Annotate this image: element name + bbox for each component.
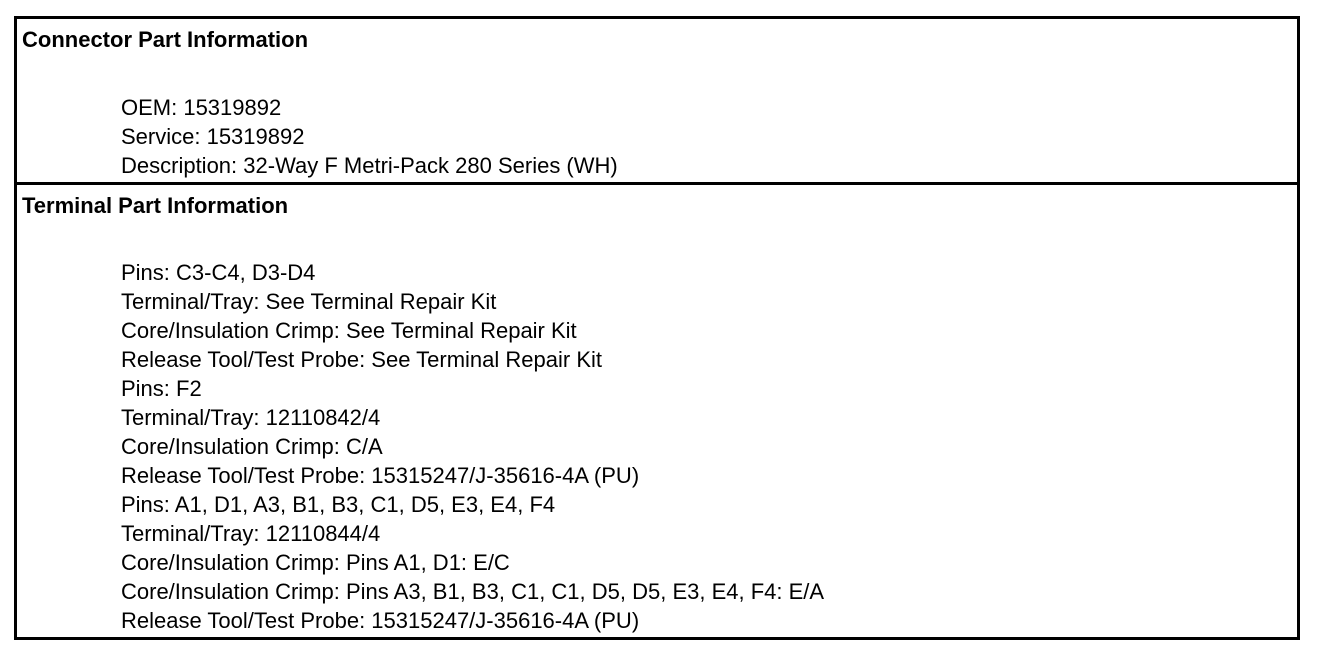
terminal-info-line: Core/Insulation Crimp: Pins A3, B1, B3, C1, C1, D5, D5, E3, E4, F4: E/A — [121, 579, 825, 604]
terminal-info-line: Release Tool/Test Probe: 15315247/J-35616-4A (PU) — [121, 608, 640, 633]
terminal-info-line: Pins: A1, D1, A3, B1, B3, C1, D5, E3, E4, F4 — [121, 492, 556, 517]
connector-info-description: Description: 32-Way F Metri-Pack 280 Series (WH) — [121, 153, 618, 178]
terminal-info-line: Release Tool/Test Probe: See Terminal Repair Kit — [121, 347, 602, 372]
connector-section-title: Connector Part Information — [22, 27, 309, 52]
terminal-info-list — [121, 258, 824, 635]
terminal-section-title: Terminal Part Information — [22, 193, 289, 218]
terminal-info-line: Core/Insulation Crimp: C/A — [121, 434, 383, 459]
terminal-info-line: Core/Insulation Crimp: Pins A1, D1: E/C — [121, 550, 510, 575]
terminal-info-line: Release Tool/Test Probe: 15315247/J-35616-4A (PU) — [121, 463, 640, 488]
terminal-info-line: Terminal/Tray: 12110842/4 — [121, 405, 381, 430]
terminal-info-line: Terminal/Tray: 12110844/4 — [121, 521, 381, 546]
connector-info-list — [121, 93, 618, 180]
terminal-info-line: Pins: C3-C4, D3-D4 — [121, 260, 316, 285]
terminal-part-information-section — [17, 185, 1297, 637]
connector-info-service: Service: 15319892 — [121, 124, 305, 149]
connector-info-oem: OEM: 15319892 — [121, 95, 282, 120]
part-information-table — [14, 16, 1300, 640]
terminal-info-line: Pins: F2 — [121, 376, 202, 401]
terminal-info-line: Core/Insulation Crimp: See Terminal Repair Kit — [121, 318, 577, 343]
terminal-info-line: Terminal/Tray: See Terminal Repair Kit — [121, 289, 497, 314]
connector-part-information-section — [17, 19, 1297, 185]
